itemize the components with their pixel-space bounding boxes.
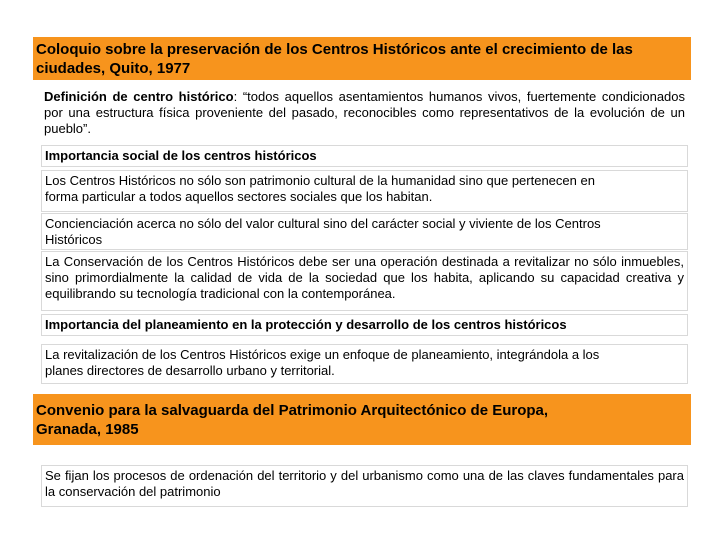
heading-quito-1977 bbox=[33, 37, 691, 80]
paragraph-line: planes directores de desarrollo urbano y territorial. bbox=[45, 363, 335, 378]
paragraph-line: Históricos bbox=[45, 232, 103, 247]
paragraph-heritage bbox=[41, 170, 688, 212]
definition-text: : “todos aquellos asentamientos humanos vivos, fuertemente condicionados por una estructura física proveniente del pasado, reconocibles como representativos de la evolución de un pueblo”. bbox=[44, 89, 686, 136]
paragraph-line: Los Centros Históricos no sólo son patrimonio cultural de la humanidad sino que pertenecen en bbox=[45, 173, 595, 188]
paragraph-revitalization bbox=[41, 344, 688, 384]
heading-line: ciudades, Quito, 1977 bbox=[36, 60, 191, 77]
paragraph-awareness bbox=[41, 213, 688, 250]
paragraph-line: forma particular a todos aquellos sectores sociales que los habitan. bbox=[45, 189, 433, 204]
paragraph-territorial-planning: Se fijan los procesos de ordenación del territorio y del urbanismo como una de las claves fundamentales para la conservación del patrimonio bbox=[41, 465, 688, 507]
heading-line: Convenio para la salvaguarda del Patrimonio Arquitectónico de Europa, bbox=[36, 402, 549, 419]
paragraph-line: Concienciación acerca no sólo del valor cultural sino del carácter social y viviente de los Centros bbox=[45, 216, 601, 231]
definition-term: Definición de centro histórico bbox=[44, 89, 234, 104]
paragraph-line: La revitalización de los Centros Históricos exige un enfoque de planeamiento, integrándola a los bbox=[45, 347, 600, 362]
subheading-social-importance: Importancia social de los centros históricos bbox=[41, 145, 688, 167]
heading-line: Granada, 1985 bbox=[36, 421, 139, 438]
definition-block bbox=[41, 87, 688, 142]
heading-line: Coloquio sobre la preservación de los Centros Históricos ante el crecimiento de las bbox=[36, 41, 633, 58]
subheading-planning-importance: Importancia del planeamiento en la protección y desarrollo de los centros históricos bbox=[41, 314, 688, 336]
paragraph-conservation: La Conservación de los Centros Históricos debe ser una operación destinada a revitalizar no sólo inmuebles, sino primordialmente la calidad de vida de la sociedad que los habita, aplicando su capacidad creativa y equilibrando su tecnología tradicional con la contemporánea. bbox=[41, 251, 688, 311]
heading-granada-1985 bbox=[33, 394, 691, 445]
